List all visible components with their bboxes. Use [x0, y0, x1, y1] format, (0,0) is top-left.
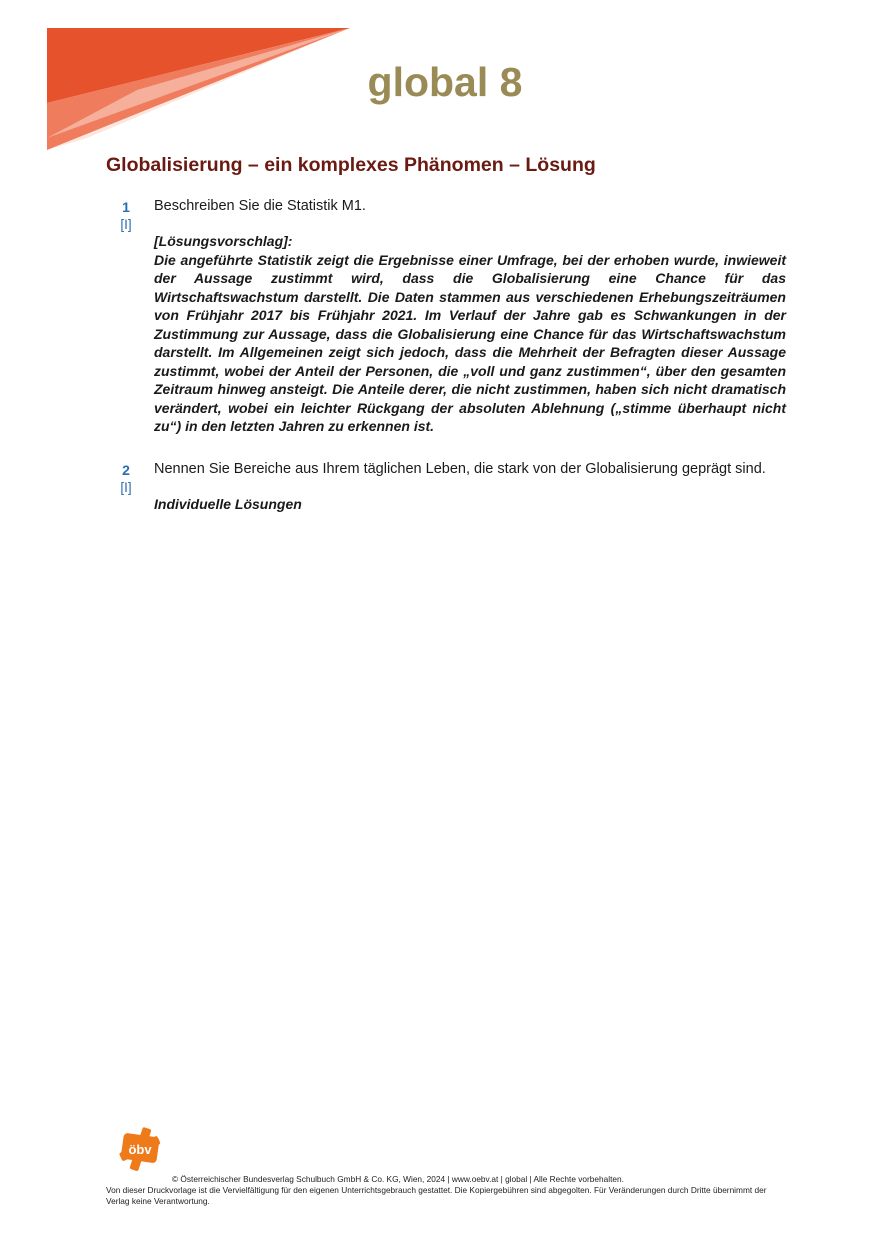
- footer-note: Von dieser Druckvorlage ist die Vervielfältigung für den eigenen Unterrichtsgebrauch gestattet. Die Kopiergebühren sind abgegolten. Für Veränderungen durch Dritte übernimmt der Verlag keine Verantwortung.: [106, 1185, 767, 1206]
- page-title: Globalisierung – ein komplexes Phänomen – Lösung: [106, 154, 596, 176]
- footer-copyright: © Österreichischer Bundesverlag Schulbuch GmbH & Co. KG, Wien, 2024 | www.oebv.at | global | Alle Rechte vorbehalten.: [172, 1174, 624, 1184]
- task-level: [I]: [120, 217, 132, 232]
- task-2: [106, 459, 790, 519]
- task-question: Nennen Sie Bereiche aus Ihrem täglichen Leben, die stark von der Globalisierung geprägt sind.: [154, 461, 766, 477]
- task-question: Beschreiben Sie die Statistik M1.: [154, 198, 366, 214]
- task-number: 1: [122, 199, 130, 215]
- task-body: [154, 459, 786, 514]
- brand-title: global 8: [367, 59, 523, 105]
- solution-text: Die angeführte Statistik zeigt die Ergebnisse einer Umfrage, bei der erhoben wurde, inwieweit der Aussage zustimmt wird, dass die Globalisierung eine Chance für das Wirtschaftswachstum darstellt. Die Daten stammen aus verschiedenen Erhebungszeiträumen von Frühjahr 2017 bis Frühjahr 2021. Im Verlauf der Jahre gab es Schwankungen in der Zustimmung zur Aussage, dass die Globalisierung eine Chance für das Wirtschaftswachstum darstellt. Im Allgemeinen zeigt sich jedoch, dass die Mehrheit der Befragten dieser Aussage zustimmt, wobei der Anteil der Personen, die „voll und ganz zustimmen“, über den gesamten Zeitraum hinweg ansteigt. Die Anteile derer, die nicht zustimmen, haben sich nicht dramatisch verändert, wobei ein leichter Rückgang der absoluten Ablehnung („stimme überhaupt nicht zu“) in den letzten Jahren zu erkennen ist.: [154, 251, 786, 434]
- solution-label: Individuelle Lösungen: [154, 496, 302, 512]
- corner-decoration-graphic: [47, 28, 350, 150]
- task-1: [106, 196, 790, 434]
- task-level: [I]: [120, 480, 132, 495]
- logo-text: öbv: [128, 1142, 152, 1157]
- task-body: [154, 196, 786, 436]
- solution-label: [Lösungsvorschlag]:: [154, 233, 293, 249]
- task-number: 2: [122, 462, 130, 478]
- oebv-logo: [119, 1127, 161, 1171]
